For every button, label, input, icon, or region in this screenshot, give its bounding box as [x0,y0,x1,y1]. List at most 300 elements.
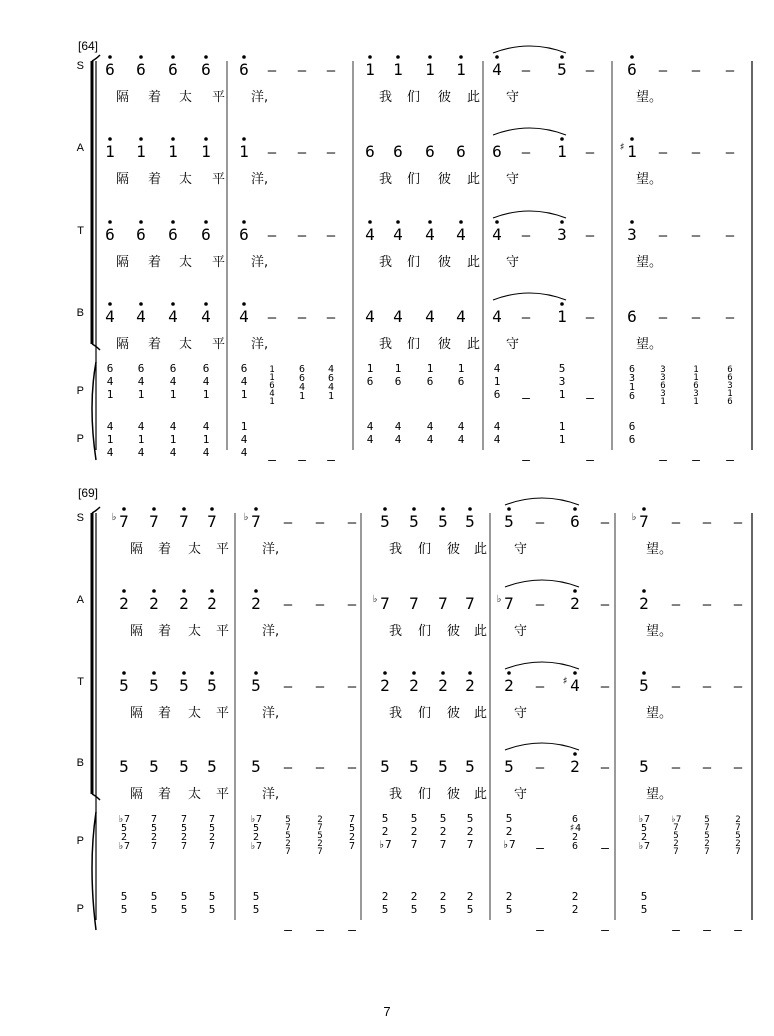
sustain-dash: – [297,63,307,79]
octave-dot [108,137,112,141]
chord-note: 1 [269,373,275,383]
chord-note: 1 [660,397,666,407]
octave-dot [368,55,372,59]
chord-note: 4 [493,420,501,433]
sustain-dash: – [522,453,530,468]
chord-note: 6 [202,362,210,375]
chord-note: 4 [298,382,306,393]
note: 7 [149,512,159,531]
sustain-dash: – [585,228,595,244]
chord-note: 6 [269,381,275,391]
chord-note: 2 [381,890,389,903]
lyric-syllable: 太 [179,255,193,270]
chord-note: 5 [252,903,260,916]
chord-note: 1 [202,433,210,446]
part-label: P [76,835,84,847]
chord-note: 5 [180,890,188,903]
note: 6 [393,142,403,161]
chord-note: 1 [327,391,335,402]
chord-note: 2 [505,825,513,838]
sustain-dash: – [671,679,681,695]
sustain-dash: – [326,310,336,326]
lyric-syllable: 平 [212,255,226,270]
sustain-dash: – [327,453,335,468]
lyric-syllable: 彼 [447,706,461,721]
note: 2 [639,594,649,613]
chord-note: 6 [727,373,733,383]
lyric-syllable: 着 [148,172,162,187]
note: 6 [627,307,637,326]
accidental: ♯ [562,676,568,687]
octave-dot [573,671,577,675]
note: 1 [557,307,567,326]
chord-note: 4 [327,382,335,393]
chord-note: 6 [693,381,699,391]
note: 5 [207,676,217,695]
octave-dot [383,507,387,511]
octave-dot [573,752,577,756]
accidental: ♭ [111,512,117,523]
lyric-syllable: 着 [158,624,172,639]
measure-number: [69] [78,486,99,500]
note: 5 [409,512,419,531]
note: 5 [465,757,475,776]
note: 4 [239,307,249,326]
lyric-syllable: 我 [389,706,403,721]
note: 1 [365,60,375,79]
octave-dot [428,220,432,224]
chord-note: 1 [269,365,275,375]
lyric-syllable: 守 [514,624,528,639]
sustain-dash: – [326,228,336,244]
chord-note: 6 [298,373,306,384]
sustain-dash: – [284,923,292,938]
octave-dot [171,302,175,306]
octave-dot [254,589,258,593]
octave-dot [108,302,112,306]
lyric-syllable: 望。 [636,255,663,270]
lyric-syllable: 太 [188,624,202,639]
chord-note: 5 [150,890,158,903]
sustain-dash: – [671,597,681,613]
lyric-syllable: 此 [474,706,488,721]
note: 6 [105,60,115,79]
chord-note: 5 [180,823,188,834]
note: 2 [149,594,159,613]
chord-note: 6 [327,373,335,384]
sustain-dash: – [521,63,531,79]
chord-note: 5 [348,823,356,834]
lyric-syllable: 此 [467,90,481,105]
accidental: ♯ [619,142,625,153]
chord-note: 4 [106,446,114,459]
tie [493,128,566,135]
octave-dot [152,507,156,511]
sustain-dash: – [297,145,307,161]
octave-dot [139,220,143,224]
note: 2 [179,594,189,613]
lyric-syllable: 望。 [646,706,673,721]
sustain-dash: – [347,597,357,613]
octave-dot [254,671,258,675]
lyric-syllable: 望。 [646,787,673,802]
note: 2 [380,676,390,695]
chord-note: 1 [727,389,733,399]
note: 4 [105,307,115,326]
note: 5 [179,757,189,776]
chord-note: 4 [137,375,145,388]
sustain-dash: – [600,760,610,776]
lyric-syllable: 我 [389,624,403,639]
chord-note: 4 [240,433,248,446]
chord-note: 5 [252,890,260,903]
sustain-dash: – [521,228,531,244]
octave-dot [171,55,175,59]
chord-note: 3 [628,373,636,384]
chord-note: 4 [457,420,465,433]
note: 2 [119,594,129,613]
note: 5 [251,757,261,776]
note: 4 [570,676,580,695]
sustain-dash: – [326,145,336,161]
note: 1 [425,60,435,79]
chord-note: 1 [240,388,248,401]
sustain-dash: – [734,923,742,938]
octave-dot [210,671,214,675]
note: 2 [504,676,514,695]
lyric-syllable: 平 [212,337,226,352]
sustain-dash: – [585,310,595,326]
octave-dot [204,137,208,141]
lyric-syllable: 平 [212,172,226,187]
sustain-dash: – [521,145,531,161]
chord-note: 4 [169,375,177,388]
chord-note: 5 [466,903,474,916]
chord-note: 6 [660,381,666,391]
note: 7 [504,594,514,613]
sustain-dash: – [600,515,610,531]
tie [505,662,579,669]
lyric-syllable: 彼 [447,542,461,557]
note: 6 [492,142,502,161]
octave-dot [412,671,416,675]
note: 2 [251,594,261,613]
lyric-syllable: 着 [148,90,162,105]
note: 4 [168,307,178,326]
lyric-syllable: 们 [407,90,421,105]
lyric-syllable: 望。 [646,542,673,557]
chord-note: 1 [298,391,306,402]
note: 4 [425,307,435,326]
note: 4 [201,307,211,326]
octave-dot [396,220,400,224]
octave-dot [204,302,208,306]
note: 4 [492,225,502,244]
sustain-dash: – [267,310,277,326]
sustain-dash: – [586,391,594,406]
lyric-syllable: 望。 [636,337,663,352]
chord-note: 5 [285,831,291,841]
chord-note: 2 [439,890,447,903]
sustain-dash: – [522,391,530,406]
octave-dot [122,589,126,593]
chord-note: 6 [493,388,501,401]
lyric-syllable: 隔 [116,172,130,187]
chord-note: 3 [727,381,733,391]
chord-note: 2 [348,832,356,843]
sustain-dash: – [283,515,293,531]
sustain-dash: – [659,453,667,468]
chord-note: 1 [558,433,566,446]
note: 1 [627,142,637,161]
lyric-syllable: 我 [379,255,393,270]
lyric-syllable: 彼 [447,624,461,639]
octave-dot [210,589,214,593]
octave-dot [642,671,646,675]
chord-note: 5 [120,823,128,834]
note: 7 [465,594,475,613]
chord-note: 4 [426,420,434,433]
octave-dot [204,55,208,59]
chord-note: 1 [366,362,374,375]
part-label: A [76,594,84,606]
note: 2 [409,676,419,695]
sustain-dash: – [326,63,336,79]
chord-note: 4 [394,433,402,446]
chord-note: 1 [169,388,177,401]
note: 7 [179,512,189,531]
lyric-syllable: 平 [216,787,230,802]
lyric-syllable: 平 [216,706,230,721]
lyric-syllable: 守 [506,172,520,187]
chord-note: 7 [317,823,323,833]
octave-dot [507,507,511,511]
octave-dot [573,589,577,593]
chord-note: 2 [410,890,418,903]
chord-note: 6 [394,375,402,388]
tie [505,498,579,505]
note: 2 [465,676,475,695]
chord-note: 6 [137,362,145,375]
chord-note: 7 [348,841,356,852]
chord-note: 7 [466,838,474,851]
note: 4 [492,307,502,326]
sustain-dash: – [347,679,357,695]
chord-note: 5 [640,890,648,903]
lyric-syllable: 们 [418,624,432,639]
part-label: T [77,676,84,688]
chord-note: 1 [202,388,210,401]
lyric-syllable: 我 [379,337,393,352]
note: 4 [365,307,375,326]
chord-note: 5 [381,812,389,825]
lyric-syllable: 洋, [251,337,269,352]
sustain-dash: – [316,923,324,938]
octave-dot [152,671,156,675]
octave-dot [182,671,186,675]
note: 1 [393,60,403,79]
bracket-hook [92,55,100,61]
tie [505,743,579,750]
sustain-dash: – [585,145,595,161]
note: 7 [207,512,217,531]
chord-note: 1 [558,388,566,401]
lyric-syllable: 洋, [262,787,280,802]
note: 1 [168,142,178,161]
chord-note: 4 [457,433,465,446]
octave-dot [383,671,387,675]
chord-note: 7 [285,847,291,857]
chord-note: 1 [137,433,145,446]
note: 5 [639,757,649,776]
lyric-syllable: 太 [188,787,202,802]
sustain-dash: – [536,841,544,856]
note: 3 [557,225,567,244]
bracket-hook [92,507,100,513]
sustain-dash: – [347,515,357,531]
octave-dot [242,220,246,224]
chord-note: 1 [426,362,434,375]
chord-note: 7 [704,847,710,857]
chord-note: 4 [493,362,501,375]
note: 6 [627,60,637,79]
note: 7 [409,594,419,613]
lyric-syllable: 平 [212,90,226,105]
note: 5 [438,757,448,776]
lyric-syllable: 守 [514,706,528,721]
lyric-syllable: 守 [506,337,520,352]
sustain-dash: – [725,228,735,244]
octave-dot [139,302,143,306]
note: 5 [251,676,261,695]
part-label: P [76,433,84,445]
part-label: P [76,385,84,397]
chord-note: 4 [137,446,145,459]
octave-dot [468,507,472,511]
sustain-dash: – [671,515,681,531]
note: 5 [409,757,419,776]
sustain-dash: – [658,228,668,244]
sustain-dash: – [267,63,277,79]
note: 4 [492,60,502,79]
sustain-dash: – [733,760,743,776]
sustain-dash: – [535,515,545,531]
chord-note: 4 [269,389,275,399]
chord-note: 5 [381,903,389,916]
sustain-dash: – [702,679,712,695]
chord-note: 6 [571,814,579,825]
sustain-dash: – [268,453,276,468]
chord-note: ♭7 [670,815,682,825]
chord-note: 5 [317,831,323,841]
note: 4 [365,225,375,244]
chord-note: 6 [426,375,434,388]
note: 4 [393,225,403,244]
chord-note: 5 [673,831,679,841]
note: 5 [149,676,159,695]
octave-dot [495,55,499,59]
chord-note: 1 [394,362,402,375]
chord-note: 4 [202,446,210,459]
tie [493,293,566,300]
chord-note: 6 [106,362,114,375]
octave-dot [642,507,646,511]
chord-note: 2 [735,839,741,849]
chord-note: 2 [571,903,579,916]
sustain-dash: – [267,145,277,161]
note: 2 [570,757,580,776]
sustain-dash: – [658,310,668,326]
chord-note: 4 [169,420,177,433]
note: 1 [105,142,115,161]
octave-dot [171,220,175,224]
lyric-syllable: 们 [407,255,421,270]
sustain-dash: – [535,679,545,695]
chord-note: 1 [269,397,275,407]
lyric-syllable: 此 [467,255,481,270]
lyric-syllable: 隔 [130,624,144,639]
chord-note: 7 [439,838,447,851]
octave-dot [242,302,246,306]
sustain-dash: – [535,760,545,776]
chord-note: 5 [208,823,216,834]
octave-dot [441,671,445,675]
lyric-syllable: 彼 [447,787,461,802]
note: 5 [380,512,390,531]
chord-note: 2 [150,832,158,843]
chord-note: 4 [327,364,335,375]
chord-note: 1 [558,420,566,433]
octave-dot [560,55,564,59]
chord-note: 3 [558,375,566,388]
sustain-dash: – [315,597,325,613]
chord-note: 1 [693,397,699,407]
lyric-syllable: 彼 [438,255,452,270]
note: 4 [456,307,466,326]
chord-note: 5 [285,815,291,825]
octave-dot [412,507,416,511]
part-label: S [76,512,84,524]
chord-note: ♭7 [637,814,651,825]
sustain-dash: – [733,515,743,531]
octave-dot [108,55,112,59]
note: 5 [149,757,159,776]
chord-note: 6 [366,375,374,388]
sustain-dash: – [315,760,325,776]
chord-note: 6 [571,841,579,852]
chord-note: 6 [727,397,733,407]
lyric-syllable: 守 [506,255,520,270]
chord-note: 6 [727,365,733,375]
note: 6 [168,225,178,244]
note: 1 [456,60,466,79]
note: 7 [119,512,129,531]
chord-note: 6 [169,362,177,375]
octave-dot [108,220,112,224]
lyric-syllable: 我 [389,787,403,802]
octave-dot [254,507,258,511]
sustain-dash: – [535,597,545,613]
note: 2 [207,594,217,613]
lyric-syllable: 望。 [636,90,663,105]
sustain-dash: – [691,63,701,79]
chord-note: 1 [106,433,114,446]
sustain-dash: – [585,63,595,79]
lyric-syllable: 们 [407,172,421,187]
sustain-dash: – [691,145,701,161]
sustain-dash: – [283,679,293,695]
sustain-dash: – [298,453,306,468]
